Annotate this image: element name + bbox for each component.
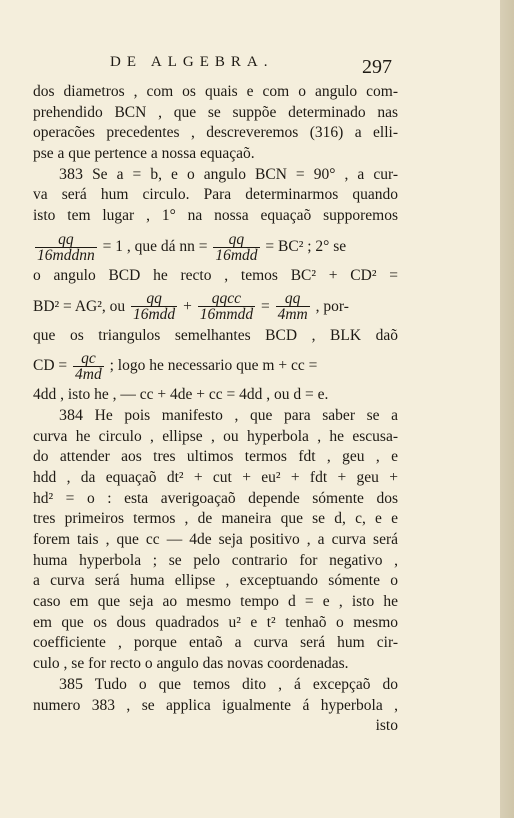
text-line: va será hum circulo. Para determinarmos quando [33,186,398,204]
fraction: $\frac{\text{qqcc}}{\text{16mmdd}}$ [199,290,254,324]
equation-line [33,287,398,326]
text-line: pse a que pertence a nossa equaçaõ. [33,145,255,163]
text-line: do attender aos tres ultimos termos fdt , geu , e [33,448,398,466]
running-title: DE ALGEBRA. [110,54,274,70]
catchword: isto [375,717,398,735]
equation-text: BD² = AG², ou [33,297,126,315]
equation-text: = BC² ; 2° se [265,237,347,255]
fraction: $\frac{qc}{4md}$ [75,350,102,384]
text-line: numero 383 , se applica igualmente á hyperbola , [33,696,398,714]
equation-line [33,227,398,266]
equation-text: ; logo he necessario que m + cc = [109,357,318,375]
text-line: dos diametros , com os quais e com o angulo com- [33,83,398,100]
text-line: tres primeiros termos , de maneira que se d, c, e e [33,510,398,528]
page-number: 297 [362,56,392,78]
text-line: hdd , da equaçaõ dt² + cut + eu² + fdt + geu + [33,468,398,486]
text-line: hd² = o : esta averigoaçaõ depende sómente dos [33,489,398,507]
section-384-first-line [33,406,398,427]
text-fragment: He pois manifesto , que para saber se a [94,406,398,424]
equation-text: CD = [33,357,68,375]
text-line: curva he circulo , ellipse , ou hyperbola , he escusa- [33,427,398,445]
section-number: 384 [59,406,83,424]
fraction: $\frac{qq}{\text{16mddnn}}$ [37,230,95,264]
text-line: o angulo BCD he recto , temos BC² + CD² = [33,266,398,284]
section-number: 383 [59,165,83,183]
fraction: $\frac{qq}{4mm}$ [277,290,308,324]
text-line: forem tais , que cc — 4de seja positivo , a curva será [33,531,398,548]
equation-text: + [183,297,192,315]
equation-text: , por- [315,297,349,315]
section-383-first-line [33,165,398,186]
equation-line [33,346,398,385]
text-line: prehendido BCN , que se suppõe determinado nas [33,103,398,121]
text-line: caso em que seja ao mesmo tempo d = e , isto he [33,593,398,611]
text-fragment: Tudo o que temos dito , á excepçaõ do [94,675,398,693]
text-fragment: Se a = b, e o angulo BCN = 90° , a cur- [92,165,398,183]
equation-text: = 1 , que dá nn = [102,237,208,255]
text-line: a curva será huma ellipse , exceptuando sómente o [33,572,398,590]
text-line: coefficiente , porque entaõ a curva será hum cir- [33,634,398,652]
text-line: operacões precedentes , descreveremos (316) a elli- [33,124,398,142]
page-body [33,82,398,737]
text-line: isto tem lugar , 1° na nossa equaçaõ supporemos [33,207,398,225]
text-line: 4dd , isto he , — cc + 4de + cc = 4dd , ou d = e. [33,386,329,404]
text-line: huma hyperbola ; se pelo contrario for negativo , [33,551,398,569]
section-number: 385 [59,675,83,693]
equation-text: = [260,297,270,315]
fraction: $\frac{qq}{\text{16mdd}}$ [132,290,176,324]
page-edge [500,0,514,818]
text-line: culo , se for recto o angulo das novas coordenadas. [33,655,349,673]
fraction: $\frac{qq}{\text{16mdd}}$ [215,230,258,264]
section-385-first-line [33,675,398,696]
text-line: em que os dous quadrados u² e t² tenhaõ o mesmo [33,613,398,631]
text-line: que os triangulos semelhantes BCD , BLK daõ [33,326,398,344]
